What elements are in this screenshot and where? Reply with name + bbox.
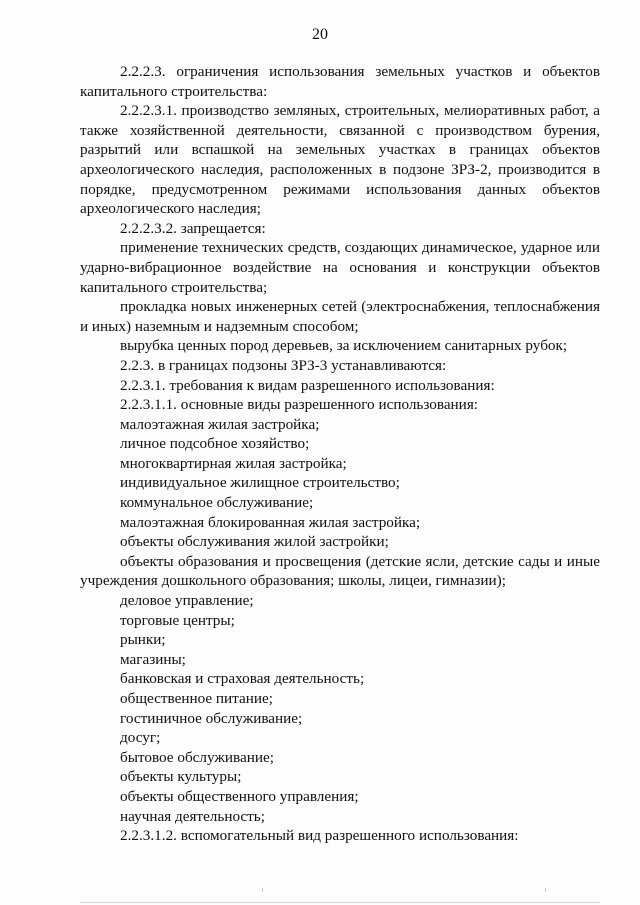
list-item-use-type: объекты общественного управления; [120,787,359,805]
paragraph-2-2-3: 2.2.3. в границах подзоны ЗРЗ-3 устанавливаются: [120,356,447,374]
list-item-prohibition: применение технических средств, создающих динамическое, ударное или ударно-вибрационное воздействие на основания и конструкции объектов капитального строительства; [80,239,600,296]
list-item-use-type: коммунальное обслуживание; [120,494,314,512]
list-item-use-type: деловое управление; [120,592,254,610]
paragraph-2-2-3-1-1: 2.2.3.1.1. основные виды разрешенного использования: [120,396,479,414]
list-item-use-type: объекты культуры; [120,768,242,786]
list-item-use-type: малоэтажная жилая застройка; [120,415,320,433]
scan-mark [262,888,263,892]
scan-mark [545,888,546,892]
list-item-use-type: рынки; [120,631,166,649]
list-item-use-type: объекты образования и просвещения (детские ясли, детские сады и иные учреждения дошкольного образования; школы, лицеи, гимназии); [80,552,600,590]
list-item-use-type: банковская и страховая деятельность; [120,670,365,688]
list-item-use-type: индивидуальное жилищное строительство; [120,474,400,492]
list-item-use-type: досуг; [120,729,161,747]
list-item-use-type: магазины; [120,650,186,668]
document-body [80,62,600,846]
list-item-use-type: научная деятельность; [120,807,265,825]
list-item-use-type: бытовое обслуживание; [120,748,274,766]
list-item-use-type: общественное питание; [120,690,273,707]
paragraph-2-2-2-3-2: 2.2.2.3.2. запрещается: [120,219,266,237]
list-item-use-type: гостиничное обслуживание; [120,709,303,727]
list-item-use-type: торговые центры; [120,611,235,629]
list-item-prohibition: вырубка ценных пород деревьев, за исключением санитарных рубок; [120,337,568,355]
list-item-use-type: многоквартирная жилая застройка; [120,454,347,472]
list-item-use-type: объекты обслуживания жилой застройки; [120,533,389,551]
bottom-edge-line [80,902,600,903]
paragraph-2-2-2-3-1: 2.2.2.3.1. производство земляных, строительных, мелиоративных работ, а также хозяйственной деятельности, связанной с производством бурения, разрытий или вспашкой на земельных участках в границах объектов археологического наследия, расположенных в подзоне ЗРЗ-2, производится в порядке, предусмотренном режимами использования данных объектов археологического наследия; [80,102,600,218]
page-number: 20 [312,26,328,43]
list-item-use-type: личное подсобное хозяйство; [120,435,310,453]
list-item-prohibition: прокладка новых инженерных сетей (электроснабжения, теплоснабжения и иных) наземным и надземным способом; [80,298,600,335]
paragraph-2-2-2-3: 2.2.2.3. ограничения использования земельных участков и объектов капитального строительства: [80,63,600,100]
paragraph-2-2-3-1-2: 2.2.3.1.2. вспомогательный вид разрешенного использования: [120,827,519,845]
list-item-use-type: малоэтажная блокированная жилая застройка; [120,513,421,531]
paragraph-2-2-3-1: 2.2.3.1. требования к видам разрешенного использования: [120,376,495,394]
